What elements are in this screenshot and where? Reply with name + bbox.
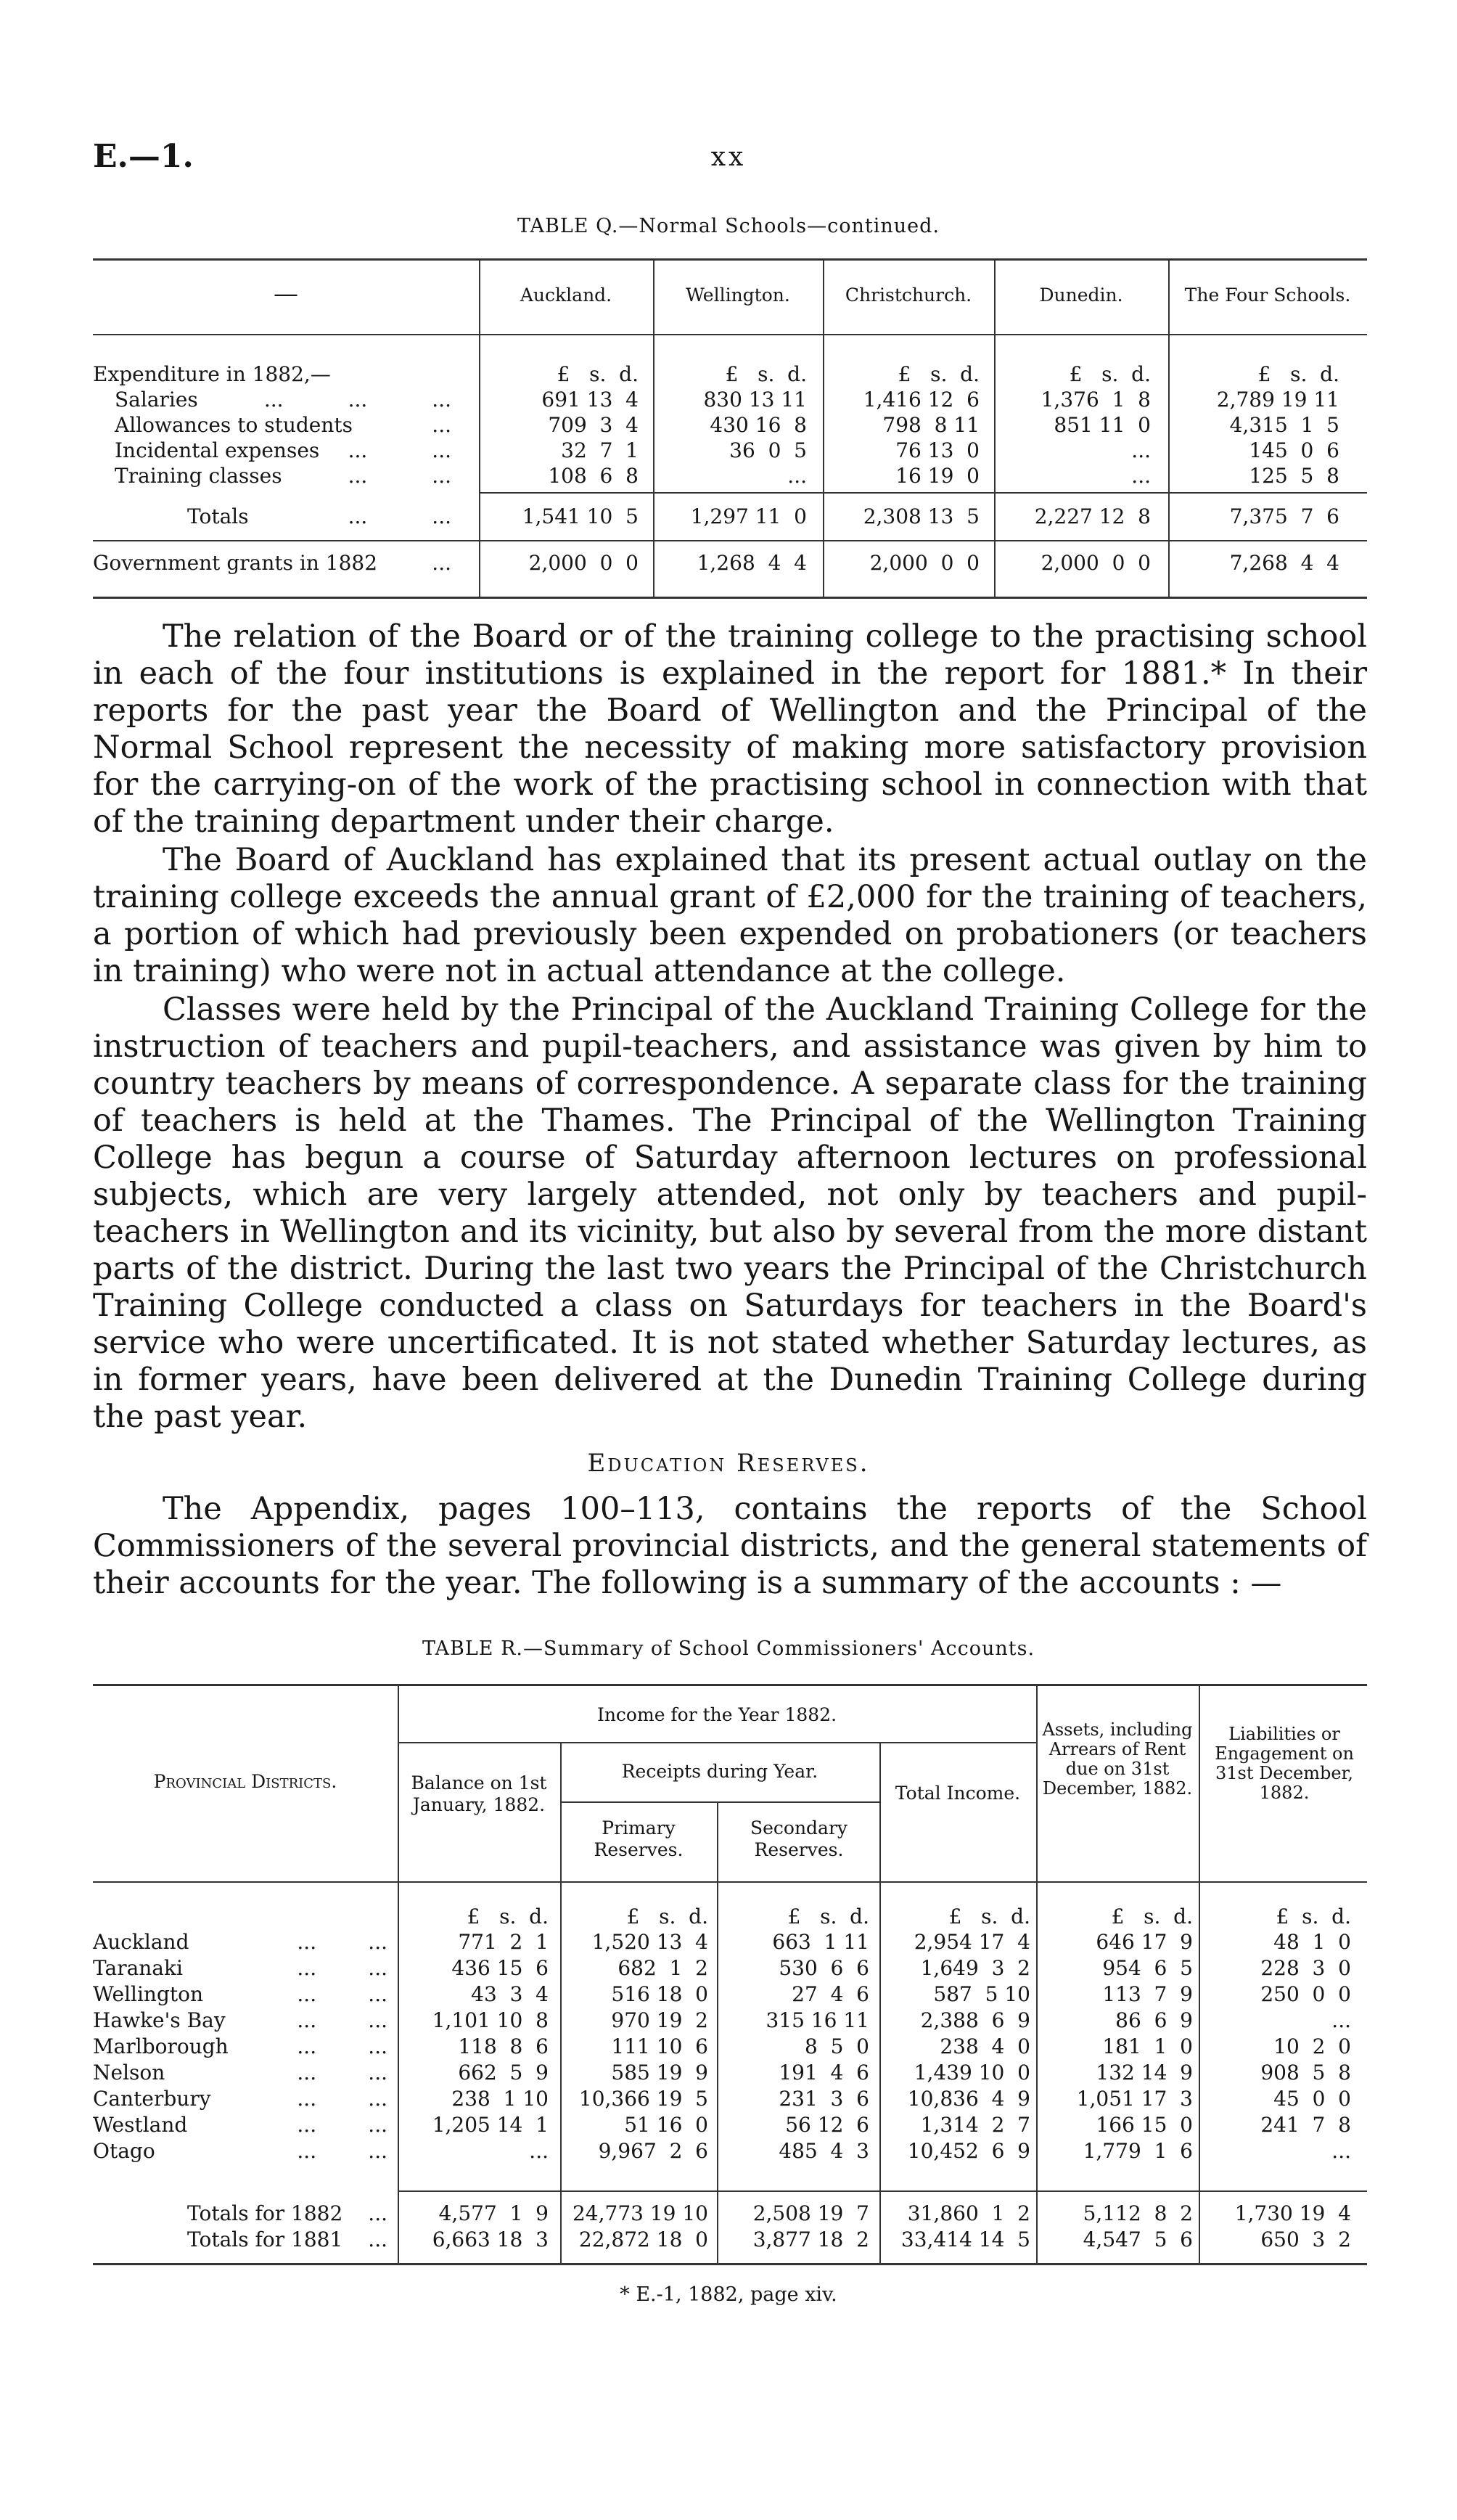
currency-heading: £ s. d. bbox=[787, 1905, 869, 1928]
cell-value: 585 19 9 bbox=[611, 2061, 708, 2085]
row-leader: ... ... ... bbox=[263, 388, 451, 412]
table-r-header-liabilities: Liabilities or Engagement on 31st December, 1882. bbox=[1215, 1724, 1354, 1803]
table-r-rows bbox=[93, 1929, 1367, 2164]
table-r-header-rule bbox=[93, 1881, 1367, 1883]
row-label: Westland bbox=[93, 2113, 188, 2137]
table-q-totals-row bbox=[93, 504, 1367, 529]
paragraph-relation: The relation of the Board or of the training college to the practising school in each of the four institutions is explained in the report for 1881.* In their reports for the past year the Board of Wellington and the Principal of the Normal School represent the necessity of making more satisfactory provision for the carrying-on of the work of the practising school in connection with that of the training department under their charge. bbox=[93, 618, 1367, 840]
table-row bbox=[93, 2086, 1367, 2112]
cell-value: 4,315 1 5 bbox=[1229, 413, 1339, 437]
cell-value: 1,439 10 0 bbox=[914, 2061, 1030, 2085]
cell-value: 4,577 1 9 bbox=[438, 2201, 549, 2225]
cell-value: 430 16 8 bbox=[710, 413, 807, 437]
table-q-bottom-rule bbox=[93, 597, 1367, 599]
table-r-header-total: Total Income. bbox=[895, 1783, 1021, 1804]
cell-value: 7,375 7 6 bbox=[1229, 504, 1339, 528]
row-leader: ... ... bbox=[348, 438, 451, 462]
cell-value: 1,205 14 1 bbox=[432, 2113, 549, 2137]
cell-value: 530 6 6 bbox=[779, 1956, 869, 1980]
cell-value: 771 2 1 bbox=[458, 1930, 549, 1954]
cell-value: 908 5 8 bbox=[1260, 2061, 1351, 2085]
cell-value: 851 11 0 bbox=[1054, 413, 1151, 437]
row-leader: ... bbox=[368, 2201, 387, 2225]
row-label: Wellington bbox=[93, 1982, 204, 2006]
row-label: Canterbury bbox=[93, 2087, 211, 2111]
table-row bbox=[93, 2034, 1367, 2060]
cell-value: 118 8 6 bbox=[458, 2034, 549, 2058]
cell-value: 86 6 9 bbox=[1115, 2008, 1193, 2032]
row-label: Marlborough bbox=[93, 2034, 229, 2058]
cell-value: 1,649 3 2 bbox=[920, 1956, 1030, 1980]
footnote: * E.-1, 1882, page xiv. bbox=[620, 2283, 837, 2306]
cell-value: 56 12 6 bbox=[785, 2113, 869, 2137]
cell-value: 16 19 0 bbox=[895, 464, 980, 488]
row-leader: ... ... bbox=[297, 2034, 387, 2058]
cell-value: 250 0 0 bbox=[1260, 1982, 1351, 2006]
table-q-header-auckland: Auckland. bbox=[520, 285, 612, 306]
cell-value: 485 4 3 bbox=[779, 2139, 869, 2163]
totals-row bbox=[93, 2201, 1367, 2227]
currency-heading: £ s. d. bbox=[626, 1905, 708, 1928]
table-q-top-rule bbox=[93, 258, 1367, 261]
table-r-income-rule bbox=[398, 1742, 1036, 1743]
currency-heading: £ s. d. bbox=[948, 1905, 1030, 1928]
cell-value: 10,366 19 5 bbox=[578, 2087, 708, 2111]
cell-value: 1,730 19 4 bbox=[1234, 2201, 1351, 2225]
cell-value: 241 7 8 bbox=[1260, 2113, 1351, 2137]
row-label: Totals for 1882 bbox=[187, 2201, 343, 2225]
cell-value: 2,388 6 9 bbox=[920, 2008, 1030, 2032]
table-row bbox=[93, 1929, 1367, 1955]
table-r-header-balance: Balance on 1st January, 1882. bbox=[411, 1772, 547, 1815]
cell-value: 1,541 10 5 bbox=[522, 504, 639, 528]
row-leader: ... ... bbox=[297, 2087, 387, 2111]
cell-value: 4,547 5 6 bbox=[1083, 2228, 1193, 2251]
cell-value: 2,000 0 0 bbox=[1041, 551, 1151, 575]
table-q-header-dunedin: Dunedin. bbox=[1039, 285, 1123, 306]
cell-value: 662 5 9 bbox=[458, 2061, 549, 2085]
cell-value: ... bbox=[1131, 464, 1151, 488]
row-leader: ... ... bbox=[297, 1930, 387, 1954]
row-label: Hawke's Bay bbox=[93, 2008, 226, 2032]
cell-value: 1,101 10 8 bbox=[432, 2008, 549, 2032]
cell-value: 36 0 5 bbox=[729, 438, 807, 462]
cell-value: 2,308 13 5 bbox=[863, 504, 980, 528]
cell-value: 181 1 0 bbox=[1102, 2034, 1193, 2058]
cell-value: 1,779 1 6 bbox=[1083, 2139, 1193, 2163]
cell-value: 228 3 0 bbox=[1260, 1956, 1351, 1980]
cell-value: 1,297 11 0 bbox=[690, 504, 807, 528]
paragraph-auckland-board: The Board of Auckland has explained that its present actual outlay on the training college exceeds the annual grant of £2,000 for the training of teachers, a portion of which had previously been expended on probationers (or teachers in training) who were not in actual attendance at the college. bbox=[93, 842, 1367, 989]
row-label: Nelson bbox=[93, 2061, 165, 2085]
cell-value: 663 1 11 bbox=[772, 1930, 869, 1954]
totals-row bbox=[93, 504, 1367, 529]
cell-value: 3,877 18 2 bbox=[752, 2228, 869, 2251]
currency-heading: £ s. d. bbox=[898, 362, 980, 386]
cell-value: 145 0 6 bbox=[1249, 438, 1339, 462]
table-r-header-receipts: Receipts during Year. bbox=[621, 1761, 818, 1782]
cell-value: 231 3 6 bbox=[779, 2087, 869, 2111]
table-row bbox=[93, 412, 1367, 438]
currency-heading: £ s. d. bbox=[557, 362, 639, 386]
cell-value: 2,954 17 4 bbox=[914, 1930, 1030, 1954]
row-label: Salaries bbox=[115, 388, 198, 412]
cell-value: 191 4 6 bbox=[779, 2061, 869, 2085]
cell-value: 954 6 5 bbox=[1102, 1956, 1193, 1980]
cell-value: ... bbox=[529, 2139, 549, 2163]
cell-value: ... bbox=[1331, 2139, 1351, 2163]
cell-value: 682 1 2 bbox=[617, 1956, 708, 1980]
cell-value: 2,789 19 11 bbox=[1216, 388, 1339, 412]
cell-value: 1,520 13 4 bbox=[591, 1930, 708, 1954]
cell-value: 9,967 2 6 bbox=[598, 2139, 708, 2163]
table-q-caption: TABLE Q.—Normal Schools—continued. bbox=[517, 215, 940, 237]
cell-value: 24,773 19 10 bbox=[572, 2201, 708, 2225]
table-q-currency-row bbox=[93, 361, 1367, 387]
table-row bbox=[93, 1955, 1367, 1981]
table-r-header-assets: Assets, including Arrears of Rent due on 31st December, 1882. bbox=[1042, 1719, 1193, 1799]
table-r-currency-row bbox=[93, 1905, 1367, 1929]
row-label: Auckland bbox=[93, 1930, 189, 1954]
cell-value: 76 13 0 bbox=[895, 438, 980, 462]
table-q-header-rule bbox=[93, 334, 1367, 335]
cell-value: 650 3 2 bbox=[1260, 2228, 1351, 2251]
table-q-header-wellington: Wellington. bbox=[686, 285, 790, 306]
table-row bbox=[93, 438, 1367, 463]
cell-value: 166 15 0 bbox=[1096, 2113, 1193, 2137]
row-leader: ... ... bbox=[297, 2139, 387, 2163]
cell-value: 32 7 1 bbox=[561, 438, 639, 462]
cell-value: 970 19 2 bbox=[611, 2008, 708, 2032]
row-leader: ... ... bbox=[348, 464, 451, 488]
row-label: Totals bbox=[187, 504, 249, 528]
cell-value: 516 18 0 bbox=[611, 1982, 708, 2006]
currency-heading: £ s. d. bbox=[1257, 362, 1339, 386]
row-leader: ... bbox=[368, 2228, 387, 2251]
cell-value: 48 1 0 bbox=[1273, 1930, 1351, 1954]
row-leader: ... ... bbox=[297, 1956, 387, 1980]
table-r-header-secondary: Secondary Reserves. bbox=[750, 1817, 848, 1860]
cell-value: 2,000 0 0 bbox=[869, 551, 980, 575]
cell-value: 2,227 12 8 bbox=[1034, 504, 1151, 528]
table-q-header-christchurch: Christchurch. bbox=[845, 285, 972, 306]
table-r-totals bbox=[93, 2201, 1367, 2253]
table-r-totals-rule bbox=[398, 2190, 1367, 2192]
row-label: Otago bbox=[93, 2139, 155, 2163]
row-leader: ... ... bbox=[297, 2113, 387, 2137]
page-number: xx bbox=[710, 142, 747, 172]
cell-value: 8 5 0 bbox=[804, 2034, 869, 2058]
row-label: Taranaki bbox=[93, 1956, 183, 1980]
table-q-rows bbox=[93, 387, 1367, 488]
table-r-bottom-rule bbox=[93, 2263, 1367, 2265]
table-q-header-four-schools: The Four Schools. bbox=[1184, 285, 1351, 306]
table-q-grants-row bbox=[93, 550, 1367, 576]
currency-heading: £ s. d. bbox=[467, 1905, 549, 1928]
row-leader: ... bbox=[432, 413, 451, 437]
cell-value: 33,414 14 5 bbox=[900, 2228, 1030, 2251]
cell-value: ... bbox=[1331, 2008, 1351, 2032]
cell-value: 1,268 4 4 bbox=[697, 551, 807, 575]
cell-value: 315 16 11 bbox=[766, 2008, 869, 2032]
cell-value: 108 6 8 bbox=[548, 464, 639, 488]
cell-value: 1,051 17 3 bbox=[1076, 2087, 1193, 2111]
cell-value: 45 0 0 bbox=[1273, 2087, 1351, 2111]
row-label: Incidental expenses bbox=[115, 438, 320, 462]
cell-value: 10,836 4 9 bbox=[907, 2087, 1030, 2111]
cell-value: 27 4 6 bbox=[792, 1982, 869, 2006]
row-label: Totals for 1881 bbox=[187, 2228, 343, 2251]
cell-value: 31,860 1 2 bbox=[907, 2201, 1030, 2225]
currency-heading: £ s. d. bbox=[1276, 1905, 1351, 1928]
table-row bbox=[93, 2112, 1367, 2138]
table-r-caption: TABLE R.—Summary of School Commissioners' Accounts. bbox=[422, 1637, 1035, 1660]
row-leader: ... ... bbox=[297, 2008, 387, 2032]
table-q-body bbox=[93, 361, 1367, 387]
row-leader: ... ... bbox=[297, 1982, 387, 2006]
cell-value: 1,416 12 6 bbox=[863, 388, 980, 412]
cell-value: 111 10 6 bbox=[611, 2034, 708, 2058]
cell-value: 691 13 4 bbox=[541, 388, 639, 412]
cell-value: 5,112 8 2 bbox=[1083, 2201, 1193, 2225]
paragraph-appendix: The Appendix, pages 100–113, contains the reports of the School Commissioners of the several provincial districts, and the general statements of their accounts for the year. The following is a summary of the accounts : — bbox=[93, 1491, 1367, 1601]
cell-value: ... bbox=[787, 464, 807, 488]
cell-value: 2,508 19 7 bbox=[752, 2201, 869, 2225]
currency-heading: £ s. d. bbox=[1111, 1905, 1193, 1928]
table-q-totals-rule bbox=[479, 492, 1367, 494]
cell-value: 43 3 4 bbox=[471, 1982, 549, 2006]
cell-value: 238 4 0 bbox=[940, 2034, 1030, 2058]
table-row bbox=[93, 463, 1367, 488]
table-r-top-rule bbox=[93, 1684, 1367, 1686]
table-row bbox=[93, 2060, 1367, 2086]
cell-value: 132 14 9 bbox=[1096, 2061, 1193, 2085]
cell-value: 587 5 10 bbox=[933, 1982, 1030, 2006]
cell-value: ... bbox=[1131, 438, 1151, 462]
cell-value: 10 2 0 bbox=[1273, 2034, 1351, 2058]
cell-value: 7,268 4 4 bbox=[1229, 551, 1339, 575]
cell-value: 113 7 9 bbox=[1102, 1982, 1193, 2006]
cell-value: 646 17 9 bbox=[1096, 1930, 1193, 1954]
row-leader: ... ... bbox=[348, 504, 451, 528]
table-r-receipts-rule bbox=[560, 1801, 879, 1803]
education-reserves-heading: Education Reserves. bbox=[587, 1449, 870, 1478]
table-r-header-primary: Primary Reserves. bbox=[594, 1817, 684, 1860]
cell-value: 1,314 2 7 bbox=[920, 2113, 1030, 2137]
table-r-header-income: Income for the Year 1882. bbox=[596, 1704, 837, 1725]
cell-value: 22,872 18 0 bbox=[578, 2228, 708, 2251]
table-row bbox=[93, 2008, 1367, 2034]
paragraph-classes: Classes were held by the Principal of the Auckland Training College for the instruction of teachers and pupil-teachers, and assistance was given by him to country teachers by means of correspondence. A separate class for the training of teachers is held at the Thames. The Principal of the Wellington Training College has begun a course of Saturday afternoon lectures on professional subjects, which are very largely attended, not only by teachers and pupil-teachers in Wellington and its vicinity, but also by several from the more distant parts of the district. During the last two years the Principal of the Christchurch Training College conducted a class on Saturdays for teachers in the Board's service who were uncertificated. It is not stated whether Saturday lectures, as in former years, have been delivered at the Dunedin Training College during the past year. bbox=[93, 991, 1367, 1435]
row-label: Allowances to students bbox=[115, 413, 353, 437]
cell-value: 51 16 0 bbox=[624, 2113, 708, 2137]
cell-value: 10,452 6 9 bbox=[907, 2139, 1030, 2163]
row-label: Government grants in 1882 bbox=[93, 551, 378, 575]
table-row bbox=[93, 387, 1367, 412]
cell-value: 709 3 4 bbox=[548, 413, 639, 437]
table-q-section-label: Expenditure in 1882,— bbox=[93, 362, 331, 386]
cell-value: 6,663 18 3 bbox=[432, 2228, 549, 2251]
cell-value: 238 1 10 bbox=[451, 2087, 549, 2111]
cell-value: 436 15 6 bbox=[451, 1956, 549, 1980]
table-r-header-districts: Provincial Districts. bbox=[153, 1771, 337, 1792]
row-leader: ... bbox=[432, 551, 451, 575]
cell-value: 798 8 11 bbox=[882, 413, 980, 437]
cell-value: 2,000 0 0 bbox=[528, 551, 639, 575]
table-q-grants-rule bbox=[93, 540, 1367, 541]
table-row bbox=[93, 2138, 1367, 2164]
row-label: Training classes bbox=[115, 464, 282, 488]
grants-row bbox=[93, 550, 1367, 576]
currency-heading: £ s. d. bbox=[1069, 362, 1151, 386]
totals-row bbox=[93, 2227, 1367, 2253]
row-leader: ... ... bbox=[297, 2061, 387, 2085]
table-q-header-blank: — bbox=[274, 279, 298, 308]
cell-value: 125 5 8 bbox=[1249, 464, 1339, 488]
currency-heading: £ s. d. bbox=[725, 362, 807, 386]
cell-value: 830 13 11 bbox=[703, 388, 807, 412]
document-reference: E.—1. bbox=[93, 138, 194, 175]
table-row bbox=[93, 1981, 1367, 2008]
cell-value: 1,376 1 8 bbox=[1041, 388, 1151, 412]
